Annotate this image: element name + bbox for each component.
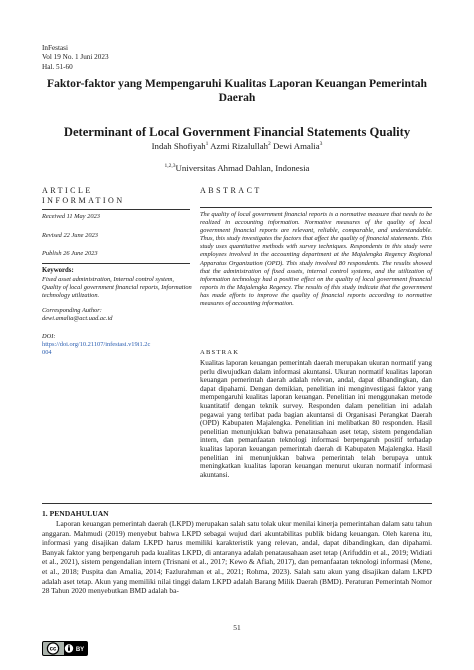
affiliation-text: Universitas Ahmad Dahlan, Indonesia <box>175 163 310 173</box>
author-sup: 2 <box>268 141 271 148</box>
abstract-english: The quality of local government financial reports is a normative measure that needs to be realized in accounting information. Normative measures of the quality of local government financial reports are relevant, reliable, comparable, and understandable. Thus, this study investigates the factors that affect the quality of financial statements. This study uses quantitative methods with survey techniques. Respondents in this study were employees involved in the accounting department at the Majalengka Regency Regional Apparatus Organization (OPD). This study involved 80 respondents. The results showed that the administration of fixed assets, internal control systems, and the utilization of information technology had a positive effect on the quality of local government financial reports in the Majalengka Regency. The results of this study indicate that the government has made efforts to improve the quality of financial reports according to normative measures of accounting information. <box>200 211 432 308</box>
doi-link[interactable]: https://doi.org/10.21107/infestasi.v19i1.2c <box>42 341 151 348</box>
author-name: Dewi Amalia <box>272 141 320 151</box>
published-date: Publish 26 June 2023 <box>42 250 98 257</box>
title-indonesian: Faktor-faktor yang Mempengaruhi Kualitas Laporan Keuangan Pemerintah Daerah <box>46 77 428 104</box>
journal-name: InFestasi <box>42 44 68 52</box>
doi-label: DOI: <box>42 333 56 340</box>
doi-link-tail[interactable]: 004 <box>42 349 52 356</box>
author-sup: 3 <box>319 141 323 148</box>
journal-info <box>42 44 109 72</box>
affiliation-sup: 1,2,3 <box>164 163 176 170</box>
journal-pages: Hal. 51-60 <box>42 62 73 71</box>
journal-volume: Vol 19 No. 1 Juni 2023 <box>42 53 109 62</box>
corresponding-email[interactable]: dewi.amalia@act.uad.ac.id <box>42 315 113 322</box>
revised-date: Revised 22 June 2023 <box>42 232 98 239</box>
keywords-text: Fixed asset administration, Internal control system, Quality of local government financial reports, Information technology utilization. <box>42 276 192 300</box>
section-body: Laporan keuangan pemerintah daerah (LKPD) merupakan salah satu tolak ukur menilai kinerja pemerintahan dalam satu tahun anggaran. Mahmudi (2019) menyebut bahwa LKPD sebagai wujud dari akuntabilitas publik bidang keuangan. Oleh karena itu, informasi yang disajikan dalam LKPD harus memiliki karakteristik yang relevan, andal, dapat dibandingkan, dan dipahami. Banyak faktor yang berpengaruh pada kualitas LKPD, di antaranya adalah penatausahaan aset tetap (Arifuddin et al., 2019; Widiati et al., 2021), sistem pengendalian intern (Trisnani et al., 2017; Kewo & Afiah, 2017), dan pemanfaatan teknologi informasi (Mene, et al., 2018; Puspita dan Amalia, 2014; Fazlurahman et al., 2021; Rohma, 2023). Salah satu akun yang disajikan dalam LKPD adalah aset tetap. Akun yang memiliki nilai tinggi dalam LKPD adalah Barang Milik Daerah (BMD). Peraturan Pemerintah Nomor 28 Tahun 2020 menyebutkan BMD adalah ba- <box>42 519 432 596</box>
cc-by-icon <box>42 641 88 656</box>
svg-text:BY: BY <box>75 647 85 653</box>
article-info-heading: ARTICLE INFORMATION <box>42 186 125 205</box>
section-heading: 1. PENDAHULUAN <box>42 509 109 518</box>
title-english: Determinant of Local Government Financial Statements Quality <box>63 125 411 139</box>
author-name: Azmi Rizalullah <box>210 141 268 151</box>
abstract-indonesian: Kualitas laporan keuangan pemerintah daerah merupakan ukuran normatif yang perlu diwujudkan dalam informasi akuntansi. Ukuran normatif kualitas laporan keuangan pemerintah daerah adalah relevan, andal, dapat dibandingkan, dan dapat dipahami. Dengan demikian, penelitian ini menginvestigasi faktor yang mempengaruhi kualitas laporan keuangan. Penelitian ini menggunakan metode kuantitatif dengan teknik survey. Responden dalam penelitian ini adalah pegawai yang terlibat pada bagian akuntansi di Organisasi Perangkat Daerah (OPD) Kabupaten Majalengka. Penelitian ini melibatkan 80 responden. Hasil penelitian menunjukkan bahwa penatausahaan aset tetap, sistem pengendalian intern, dan pemanfaatan teknologi informasi berpengaruh positif terhadap kualitas laporan keuangan pemerintah daerah di Kabupaten Majalengka. Hasil penelitian ini menunjukkan bahwa pemerintah telah berupaya untuk meningkatkan kualitas laporan keuangan menurut ukuran normatif informasi akuntansi. <box>200 359 432 479</box>
divider <box>42 503 432 504</box>
abstract-heading: ABSTRACT <box>200 186 262 195</box>
author-sup: 1 <box>205 141 209 148</box>
divider <box>42 209 190 210</box>
abstrak-heading: ABSTRAK <box>200 349 240 356</box>
author-list <box>30 141 444 152</box>
affiliation <box>30 163 444 174</box>
divider <box>42 263 190 264</box>
corresponding-label: Corresponding Author: <box>42 307 102 314</box>
page-number: 51 <box>233 623 241 632</box>
author-name: Indah Shofiyah <box>151 141 206 151</box>
divider <box>200 207 432 208</box>
received-date: Received 11 May 2023 <box>42 213 100 220</box>
keywords-label: Keywords: <box>42 267 74 274</box>
svg-text:cc: cc <box>49 646 57 653</box>
